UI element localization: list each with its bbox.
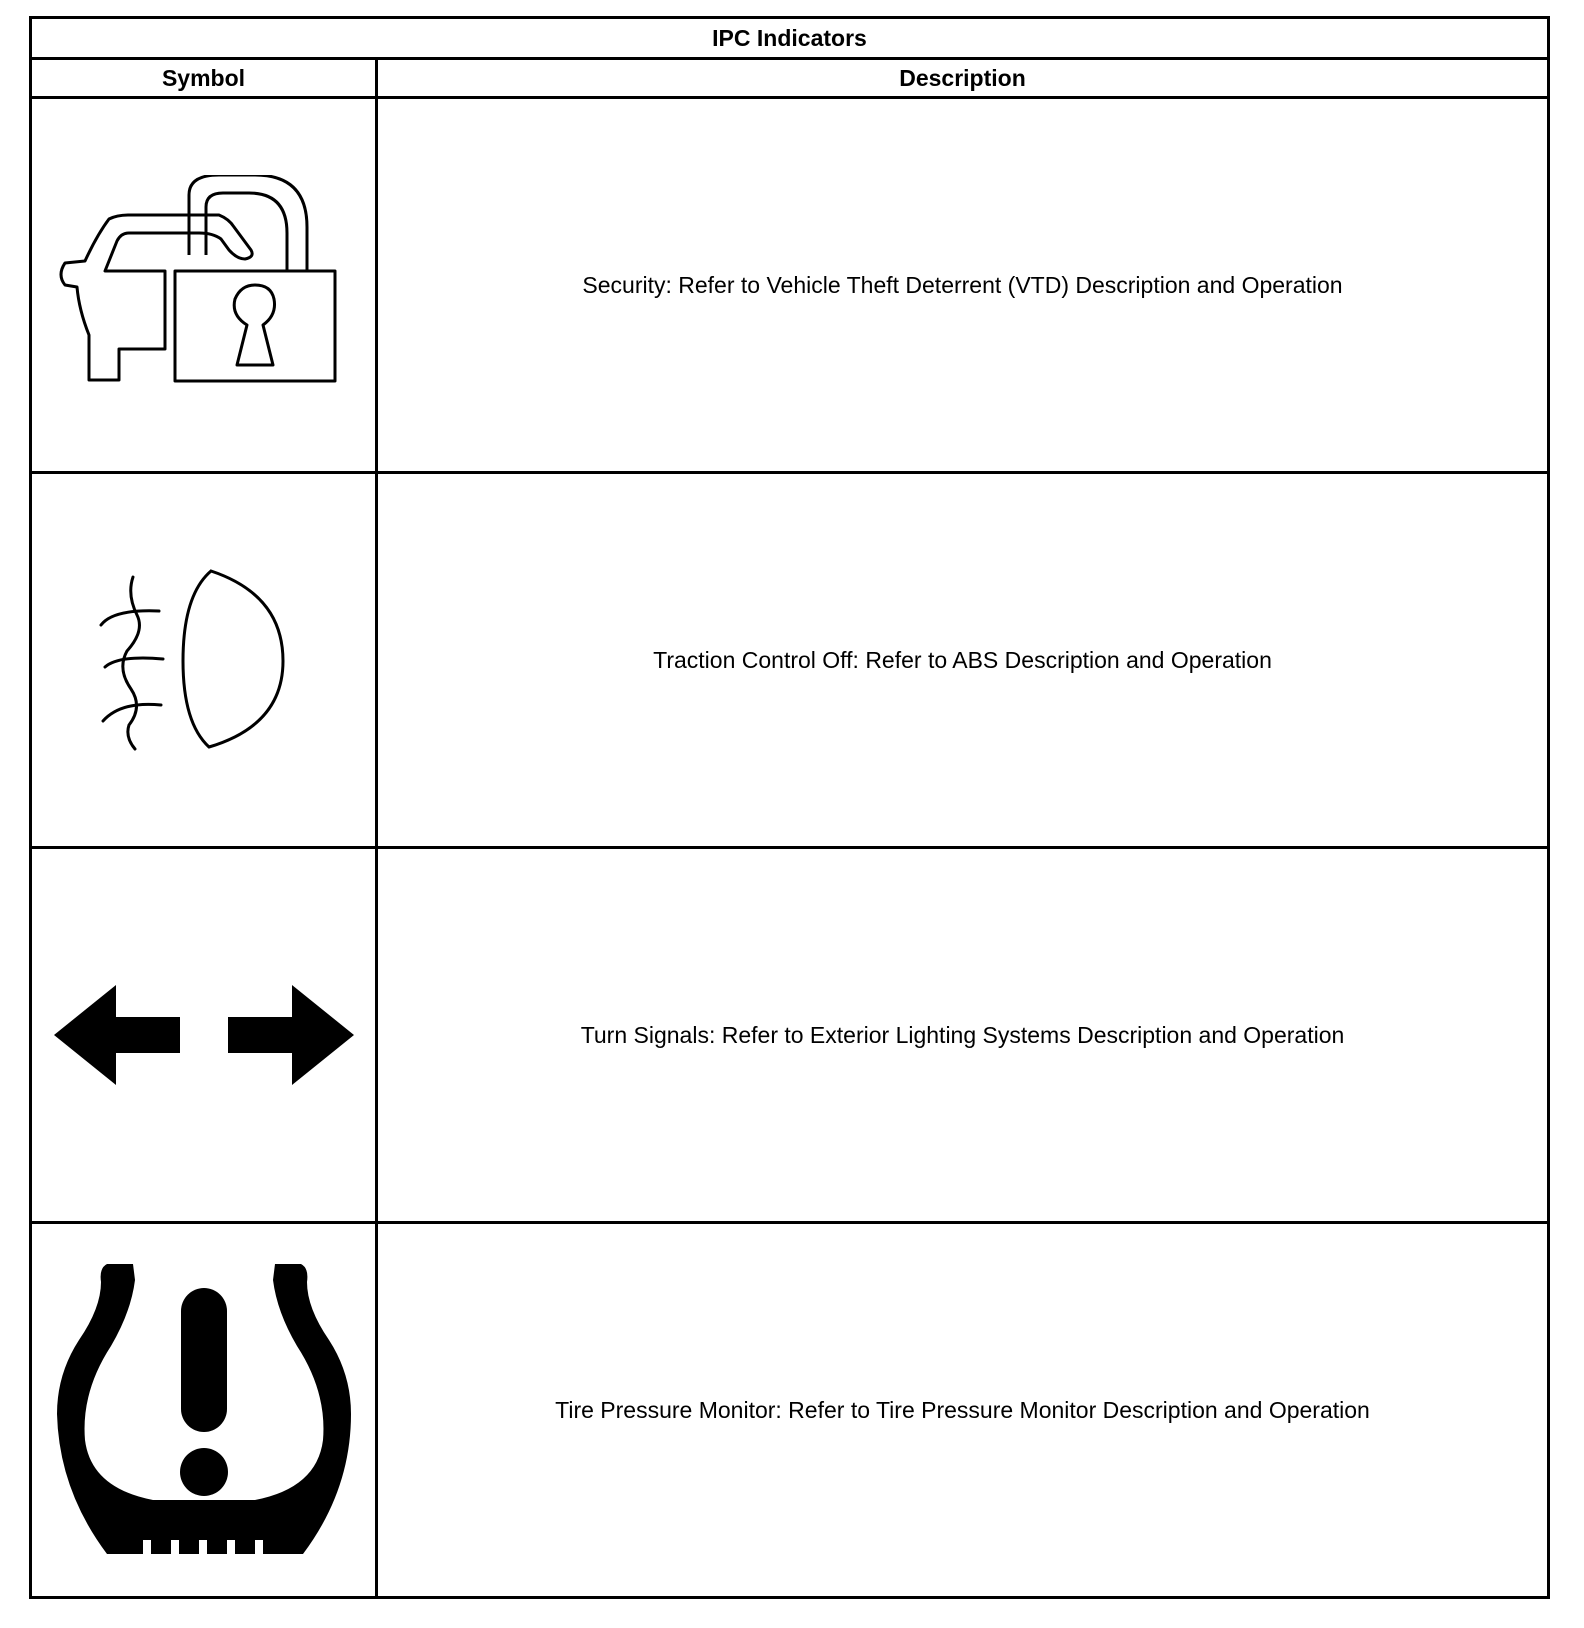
symbol-cell xyxy=(31,473,377,848)
description-cell: Turn Signals: Refer to Exterior Lighting Systems Description and Operation xyxy=(377,848,1549,1223)
table-row xyxy=(31,848,1549,1223)
security-lock-icon xyxy=(59,175,349,395)
table-title-row xyxy=(31,18,1549,59)
traction-control-off-icon xyxy=(99,565,309,755)
symbol-cell xyxy=(31,98,377,473)
description-cell: Tire Pressure Monitor: Refer to Tire Pressure Monitor Description and Operation xyxy=(377,1223,1549,1598)
table-row xyxy=(31,473,1549,848)
symbol-cell xyxy=(31,848,377,1223)
table-row xyxy=(31,1223,1549,1598)
symbol-cell xyxy=(31,1223,377,1598)
turn-signals-icon xyxy=(54,985,354,1085)
table-title: IPC Indicators xyxy=(31,18,1549,59)
description-cell: Security: Refer to Vehicle Theft Deterrent (VTD) Description and Operation xyxy=(377,98,1549,473)
ipc-indicators-table xyxy=(29,16,1550,1599)
tire-pressure-monitor-icon xyxy=(57,1260,351,1560)
symbol-column-header: Symbol xyxy=(31,59,377,98)
table-header-row xyxy=(31,59,1549,98)
description-cell: Traction Control Off: Refer to ABS Description and Operation xyxy=(377,473,1549,848)
description-column-header: Description xyxy=(377,59,1549,98)
table-row xyxy=(31,98,1549,473)
